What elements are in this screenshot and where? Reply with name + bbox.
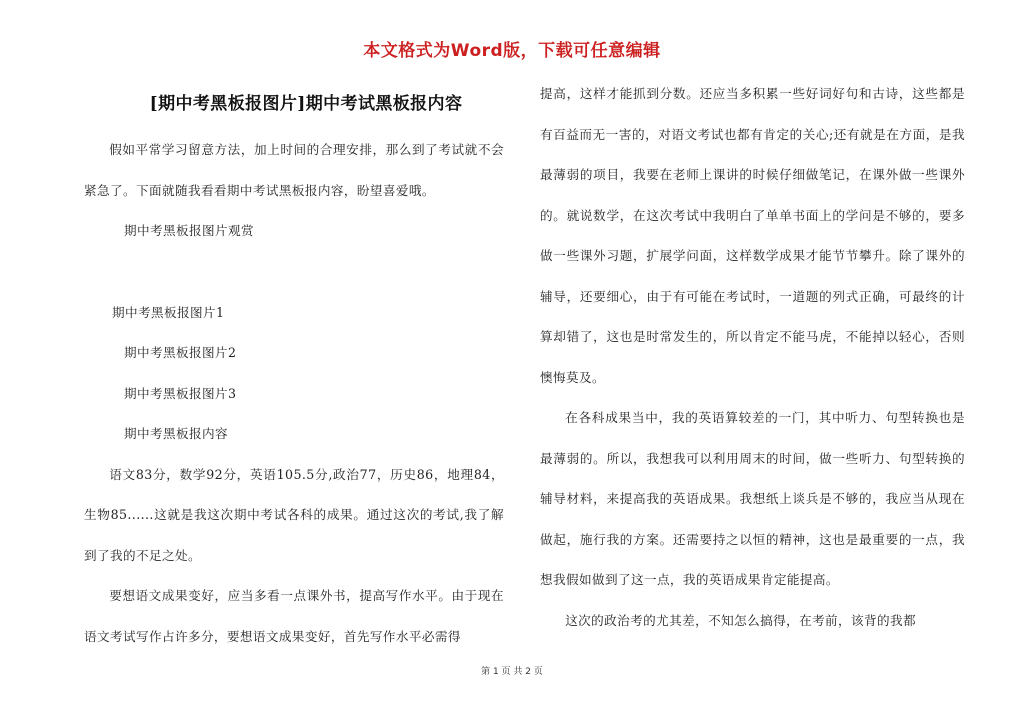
politics-paragraph: 这次的政治考的尤其差，不知怎么搞得，在考前，该背的我都	[565, 612, 917, 628]
subheading-image-gallery: 期中考黑板报图片观赏	[124, 223, 254, 238]
image-placeholder	[84, 252, 504, 293]
document-title: [期中考黑板报图片]期中考试黑板报内容	[149, 94, 463, 114]
subheading-content: 期中考黑板报内容	[124, 426, 228, 441]
image-caption-2: 期中考黑板报图片2	[124, 345, 237, 360]
scores-paragraph: 语文83分，数学92分，英语105.5分,政治77，历史86，地理84，生物85......这就是我这次期中考试各科的成果。通过这次的考试,我了解到了我的不足之处。	[84, 466, 504, 563]
right-column	[540, 74, 965, 641]
page-number: 第 1 页 共 2 页	[481, 667, 543, 677]
chinese-study-paragraph-continued: 提高，这样才能抓到分数。还应当多积累一些好词好句和古诗，这些都是有百益而无一害的，对语文考试也都有肯定的关心;还有就是在方面，是我最薄弱的项目，我要在老师上课讲的时候仔细做笔记，在课外做一些课外的。就说数学，在这次考试中我明白了单单书面上的学问是不够的，要多做一些课外习题，扩展学问面，这样数学成果才能节节攀升。除了课外的辅导，还要细心，由于有可能在考试时，一道题的列式正确，可最终的计算却错了，这也是时常发生的，所以肯定不能马虎，不能掉以轻心，否则懊悔莫及。	[540, 86, 965, 385]
english-study-paragraph: 在各科成果当中，我的英语算较差的一门，其中听力、句型转换也是最薄弱的。所以，我想我可以利用周末的时间，做一些听力、句型转换的辅导材料，来提高我的英语成果。我想纸上谈兵是不够的，我应当从现在做起，施行我的方案。还需要持之以恒的精神，这也是最重要的一点，我想我假如做到了这一点，我的英语成果肯定能提高。	[540, 410, 965, 587]
chinese-study-paragraph-start: 要想语文成果变好，应当多看一点课外书，提高写作水平。由于现在语文考试写作占许多分，要想语文成果变好，首先写作水平必需得	[84, 588, 504, 644]
left-column	[84, 84, 504, 657]
image-caption-1: 期中考黑板报图片1	[112, 304, 225, 320]
edit-notice-banner: 本文格式为Word版，下载可任意编辑	[363, 41, 661, 61]
image-caption-3: 期中考黑板报图片3	[124, 385, 237, 401]
intro-paragraph: 假如平常学习留意方法，加上时间的合理安排，那么到了考试就不会紧急了。下面就随我看看期中考试黑板报内容，盼望喜爱哦。	[84, 142, 504, 198]
